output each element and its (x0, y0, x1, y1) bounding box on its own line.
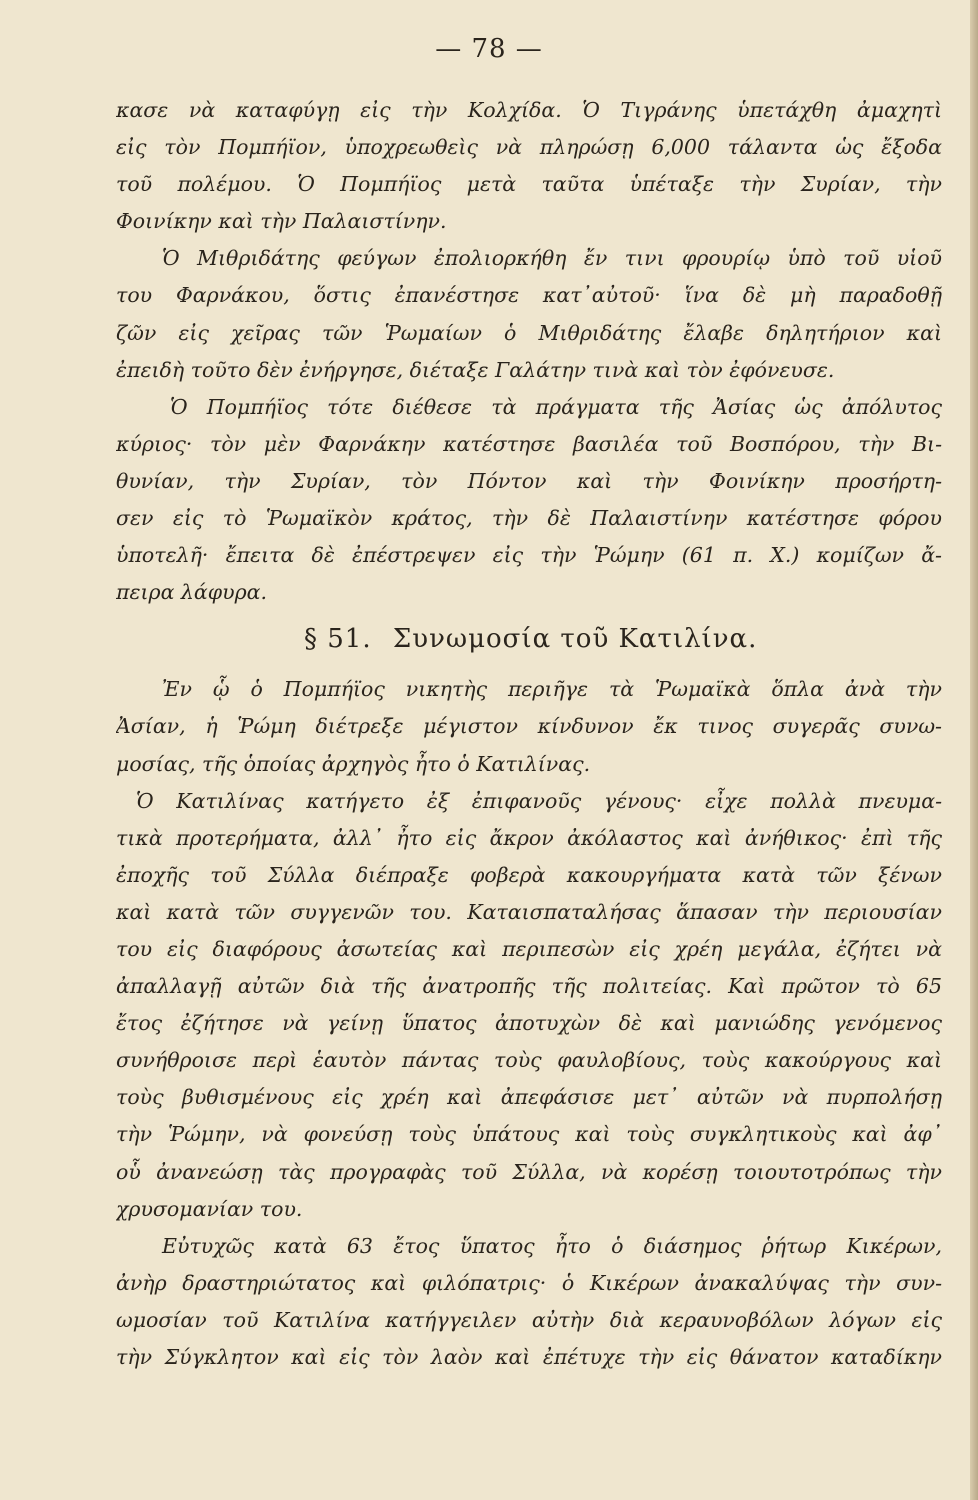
text-line: Ἀσίαν, ἡ Ῥώμη διέτρεξε μέγιστον κίνδυνον ἔκ τινος συγερᾶς συνω- (116, 714, 942, 739)
text-line: ὑποτελῆ· ἔπειτα δὲ ἐπέστρεψεν εἰς τὴν Ῥώμην (61 π. Χ.) κομίζων ἄ- (116, 543, 942, 568)
text-line: τὴν Ῥώμην, νὰ φονεύσῃ τοὺς ὑπάτους καὶ τοὺς συγκλητικοὺς καὶ ἀφ᾽ (116, 1122, 942, 1147)
text-line: θυνίαν, τὴν Συρίαν, τὸν Πόντον καὶ τὴν Φοινίκην προσήρτη- (116, 468, 942, 493)
paragraph (116, 671, 942, 782)
section-number: § 51. (304, 624, 372, 655)
page-number: — 78 — (435, 34, 543, 64)
text-line: του εἰς διαφόρους ἀσωτείας καὶ περιπεσὼν εἰς χρέη μεγάλα, ἐζήτει νὰ (116, 936, 942, 961)
paragraph (116, 1228, 942, 1376)
text-line: ἀπαλλαγῇ αὐτῶν διὰ τῆς ἀνατροπῆς τῆς πολιτείας. Καὶ πρῶτον τὸ 65 (116, 974, 942, 999)
section-heading (116, 611, 942, 671)
text-line: Ὁ Πομπήϊος τότε διέθεσε τὰ πράγματα τῆς Ἀσίας ὡς ἀπόλυτος (170, 394, 942, 419)
text-line: Ὁ Κατιλίνας κατήγετο ἐξ ἐπιφανοῦς γένους· εἶχε πολλὰ πνευμα- (136, 788, 942, 813)
text-line: τὴν Σύγκλητον καὶ εἰς τὸν λαὸν καὶ ἐπέτυχε τὴν εἰς θάνατον καταδίκην (116, 1345, 942, 1369)
text-block (116, 92, 942, 1376)
text-line: χρυσομανίαν του. (116, 1196, 303, 1221)
text-line: Φοινίκην καὶ τὴν Παλαιστίνην. (116, 209, 447, 234)
text-line: Ἐν ᾧ ὁ Πομπήϊος νικητὴς περιῆγε τὰ Ῥωμαϊκὰ ὅπλα ἀνὰ τὴν (162, 677, 942, 702)
text-line: σεν εἰς τὸ Ῥωμαϊκὸν κράτος, τὴν δὲ Παλαιστίνην κατέστησε φόρου (116, 506, 942, 531)
text-line: τοὺς βυθισμένους εἰς χρέη καὶ ἀπεφάσισε μετ᾽ αὐτῶν νὰ πυρπολήσῃ (116, 1085, 942, 1110)
text-line: τικὰ προτερήματα, ἀλλ᾽ ἦτο εἰς ἄκρον ἀκόλαστος καὶ ἀνήθικος· ἐπὶ τῆς (116, 825, 942, 850)
text-line: κύριος· τὸν μὲν Φαρνάκην κατέστησε βασιλέα τοῦ Βοσπόρου, τὴν Βι- (116, 431, 942, 456)
text-line: ωμοσίαν τοῦ Κατιλίνα κατήγγειλεν αὐτὴν διὰ κεραυνοβόλων λόγων εἰς (116, 1307, 942, 1332)
section-title: Συνωμοσία τοῦ Κατιλίνα. (392, 624, 758, 655)
text-line: οὗ ἀνανεώσῃ τὰς προγραφὰς τοῦ Σύλλα, νὰ κορέσῃ τοιουτοτρόπως τὴν (116, 1159, 942, 1184)
text-line: συνήθροισε περὶ ἑαυτὸν πάντας τοὺς φαυλοβίους, τοὺς κακούργους καὶ (116, 1048, 942, 1073)
page-edge (970, 0, 978, 1500)
text-line: καὶ κατὰ τῶν συγγενῶν του. Καταισπαταλήσας ἅπασαν τὴν περιουσίαν (116, 899, 942, 924)
text-line: ἐποχῆς τοῦ Σύλλα διέπραξε φοβερὰ κακουργήματα κατὰ τῶν ξένων (116, 862, 942, 887)
text-line: ἀνὴρ δραστηριώτατος καὶ φιλόπατρις· ὁ Κικέρων ἀνακαλύψας τὴν συν- (116, 1270, 942, 1295)
text-line: εἰς τὸν Πομπήϊον, ὑποχρεωθεὶς νὰ πληρώσῃ 6,000 τάλαντα ὡς ἔξοδα (116, 135, 942, 160)
paragraph (116, 240, 942, 388)
text-line: πειρα λάφυρα. (116, 580, 267, 605)
paragraph (116, 92, 942, 240)
text-line: τοῦ πολέμου. Ὁ Πομπήϊος μετὰ ταῦτα ὑπέταξε τὴν Συρίαν, τὴν (116, 172, 942, 197)
paragraph (116, 389, 942, 612)
paragraph (116, 783, 942, 1228)
text-line: Εὐτυχῶς κατὰ 63 ἔτος ὕπατος ἦτο ὁ διάσημος ῥήτωρ Κικέρων, (162, 1233, 942, 1258)
text-line: του Φαρνάκου, ὅστις ἐπανέστησε κατ᾽αὐτοῦ· ἵνα δὲ μὴ παραδοθῇ (116, 283, 942, 308)
text-line: κασε νὰ καταφύγῃ εἰς τὴν Κολχίδα. Ὁ Τιγράνης ὑπετάχθη ἀμαχητὶ (116, 98, 942, 122)
text-line: ἔτος ἐζήτησε νὰ γείνῃ ὕπατος ἀποτυχὼν δὲ καὶ μανιώδης γενόμενος (116, 1011, 942, 1036)
text-line: Ὁ Μιθριδάτης φεύγων ἐπολιορκήθη ἔν τινι φρουρίῳ ὑπὸ τοῦ υἱοῦ (162, 246, 942, 271)
text-line: ἐπειδὴ τοῦτο δὲν ἐνήργησε, διέταξε Γαλάτην τινὰ καὶ τὸν ἐφόνευσε. (116, 357, 835, 382)
text-line: μοσίας, τῆς ὁποίας ἀρχηγὸς ἦτο ὁ Κατιλίνας. (116, 751, 591, 776)
text-line: ζῶν εἰς χεῖρας τῶν Ῥωμαίων ὁ Μιθριδάτης ἔλαβε δηλητήριον καὶ (116, 320, 942, 345)
